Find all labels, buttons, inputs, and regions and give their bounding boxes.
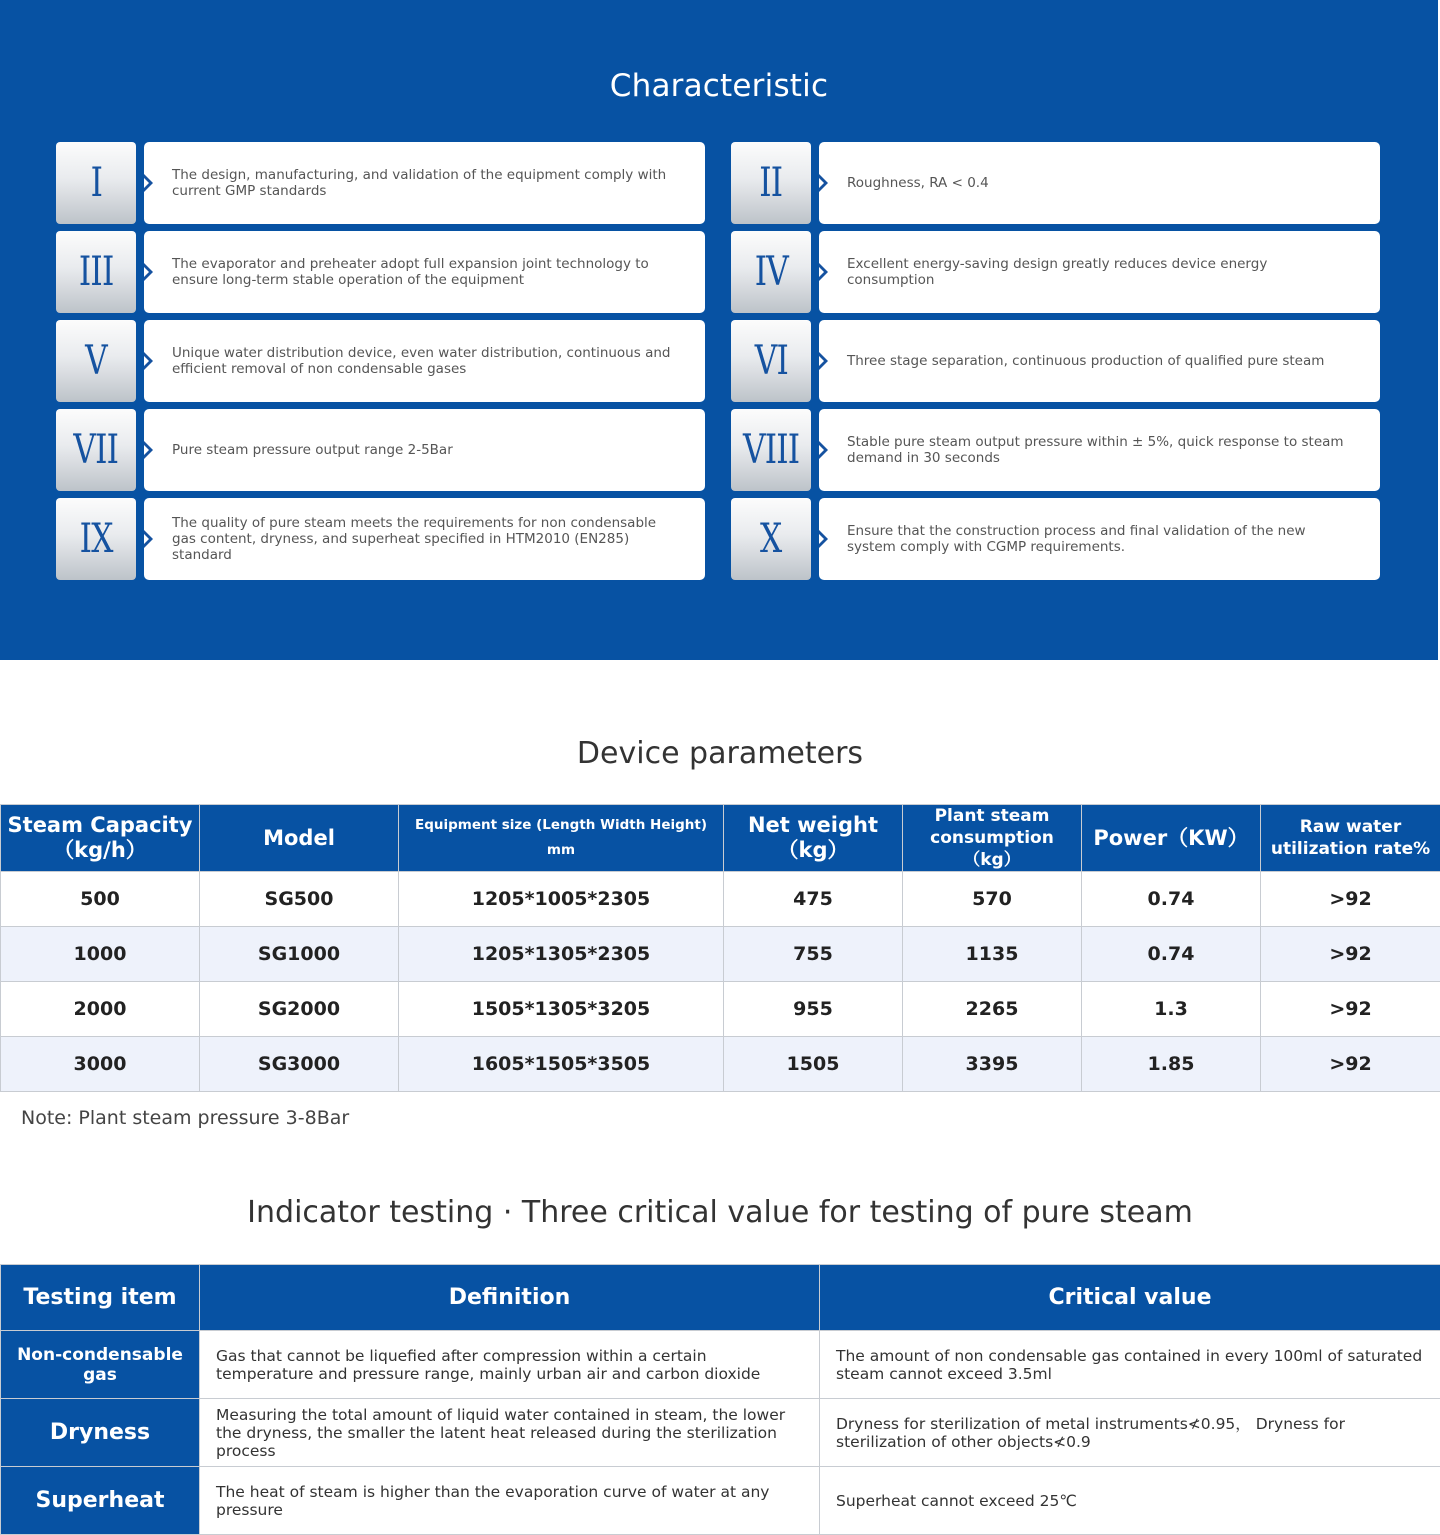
characteristic-text: The design, manufacturing, and validation of the equipment comply with current GMP standards [172, 167, 675, 199]
arrow-icon [144, 530, 153, 548]
arrow-icon [819, 174, 828, 192]
column-header: Model [200, 805, 399, 872]
table-header-row [1, 1265, 1440, 1331]
table-cell: >92 [1261, 872, 1440, 927]
table-cell: 570 [903, 872, 1082, 927]
characteristic-text-box [144, 320, 705, 402]
roman-numeral: X [760, 516, 781, 562]
characteristic-title: Characteristic [0, 68, 1438, 104]
table-cell: >92 [1261, 1037, 1440, 1092]
indicator-title: Indicator testing · Three critical value for testing of pure steam [0, 1195, 1440, 1230]
roman-numeral: III [79, 249, 114, 295]
table-cell: 2265 [903, 982, 1082, 1037]
column-header: Critical value [820, 1265, 1440, 1331]
characteristic-text-box [819, 409, 1380, 491]
table-cell: 1205*1005*2305 [399, 872, 724, 927]
roman-numeral-badge [56, 142, 136, 224]
table-cell: 2000 [1, 982, 200, 1037]
arrow-icon [144, 352, 153, 370]
characteristic-text: Unique water distribution device, even water distribution, continuous and efficient removal of non condensable gases [172, 345, 675, 377]
roman-numeral-badge [731, 142, 811, 224]
table-cell: 500 [1, 872, 200, 927]
characteristic-card [731, 498, 1381, 580]
characteristic-text-box [819, 231, 1380, 313]
roman-numeral-badge [731, 409, 811, 491]
characteristic-text: The evaporator and preheater adopt full expansion joint technology to ensure long-term stable operation of the equipment [172, 256, 675, 288]
table-cell: SG3000 [200, 1037, 399, 1092]
characteristic-section [0, 0, 1438, 660]
table-cell: 1.85 [1082, 1037, 1261, 1092]
roman-numeral-badge [731, 498, 811, 580]
characteristic-text-box [144, 142, 705, 224]
characteristic-text: Ensure that the construction process and final validation of the new system comply with CGMP requirements. [847, 523, 1350, 555]
table-row [1, 872, 1440, 927]
table-row [1, 927, 1440, 982]
roman-numeral: I [90, 160, 102, 206]
roman-numeral: VII [74, 427, 119, 473]
characteristic-card [731, 320, 1381, 402]
table-header-row [1, 805, 1440, 872]
characteristic-text: Roughness, RA < 0.4 [847, 175, 989, 191]
column-header: Steam Capacity （kg/h） [1, 805, 200, 872]
roman-numeral: V [85, 338, 107, 384]
critical-value-cell: Superheat cannot exceed 25℃ [820, 1467, 1440, 1535]
characteristic-card [731, 142, 1381, 224]
table-cell: 3395 [903, 1037, 1082, 1092]
characteristic-card [56, 320, 706, 402]
table-row [1, 1467, 1440, 1535]
characteristic-text-box [144, 409, 705, 491]
characteristic-text-box [144, 231, 705, 313]
characteristic-card [56, 498, 706, 580]
column-header: Equipment size (Length Width Height) mm [399, 805, 724, 872]
table-row [1, 1399, 1440, 1467]
roman-numeral: IX [80, 516, 113, 562]
roman-numeral-badge [731, 231, 811, 313]
parameters-title: Device parameters [0, 736, 1440, 771]
table-cell: 1205*1305*2305 [399, 927, 724, 982]
characteristic-text: The quality of pure steam meets the requirements for non condensable gas content, dryness, and superheat specified in HTM2010 (EN285) standard [172, 515, 675, 563]
critical-value-cell: The amount of non condensable gas contained in every 100ml of saturated steam cannot exceed 3.5ml [820, 1331, 1440, 1399]
table-cell: 1505 [724, 1037, 903, 1092]
table-cell: SG500 [200, 872, 399, 927]
characteristic-card [731, 409, 1381, 491]
table-cell: 1505*1305*3205 [399, 982, 724, 1037]
characteristic-card [56, 142, 706, 224]
roman-numeral-badge [56, 498, 136, 580]
testing-item-label: Dryness [1, 1399, 200, 1467]
arrow-icon [819, 530, 828, 548]
characteristic-text-box [819, 320, 1380, 402]
characteristic-card [56, 231, 706, 313]
table-cell: SG1000 [200, 927, 399, 982]
characteristic-text-box [144, 498, 705, 580]
table-cell: 0.74 [1082, 872, 1261, 927]
table-cell: 3000 [1, 1037, 200, 1092]
critical-value-cell: Dryness for sterilization of metal instruments≮0.95， Dryness for sterilization of other objects≮0.9 [820, 1399, 1440, 1467]
roman-numeral: VIII [743, 427, 799, 473]
characteristic-card [56, 409, 706, 491]
table-cell: 1.3 [1082, 982, 1261, 1037]
table-cell: 475 [724, 872, 903, 927]
characteristic-text: Three stage separation, continuous production of qualified pure steam [847, 353, 1324, 369]
column-header: Net weight（kg） [724, 805, 903, 872]
column-header: Raw water utilization rate% [1261, 805, 1440, 872]
roman-numeral-badge [56, 409, 136, 491]
roman-numeral-badge [56, 320, 136, 402]
arrow-icon [144, 263, 153, 281]
arrow-icon [144, 441, 153, 459]
characteristic-text: Stable pure steam output pressure within ± 5%, quick response to steam demand in 30 seconds [847, 434, 1350, 466]
characteristic-text-box [819, 498, 1380, 580]
table-cell: 1135 [903, 927, 1082, 982]
roman-numeral: VI [754, 338, 787, 384]
roman-numeral-badge [56, 231, 136, 313]
table-cell: >92 [1261, 927, 1440, 982]
characteristic-text: Pure steam pressure output range 2-5Bar [172, 442, 453, 458]
roman-numeral: IV [754, 249, 787, 295]
definition-cell: Gas that cannot be liquefied after compression within a certain temperature and pressure range, mainly urban air and carbon dioxide [200, 1331, 820, 1399]
table-row [1, 1037, 1440, 1092]
table-cell: SG2000 [200, 982, 399, 1037]
characteristic-text-box [819, 142, 1380, 224]
table-cell: 0.74 [1082, 927, 1261, 982]
arrow-icon [819, 441, 828, 459]
testing-item-label: Superheat [1, 1467, 200, 1535]
table-cell: 1605*1505*3505 [399, 1037, 724, 1092]
roman-numeral: II [759, 160, 782, 206]
table-cell: 755 [724, 927, 903, 982]
testing-item-label: Non-condensable gas [1, 1331, 200, 1399]
definition-cell: Measuring the total amount of liquid water contained in steam, the lower the dryness, the smaller the latent heat released during the sterilization process [200, 1399, 820, 1467]
table-row [1, 1331, 1440, 1399]
table-cell: 1000 [1, 927, 200, 982]
roman-numeral-badge [731, 320, 811, 402]
arrow-icon [144, 174, 153, 192]
table-cell: >92 [1261, 982, 1440, 1037]
indicator-table [0, 1264, 1440, 1535]
table-cell: 955 [724, 982, 903, 1037]
parameters-note: Note: Plant steam pressure 3-8Bar [21, 1107, 349, 1129]
arrow-icon [819, 263, 828, 281]
definition-cell: The heat of steam is higher than the evaporation curve of water at any pressure [200, 1467, 820, 1535]
column-header: Definition [200, 1265, 820, 1331]
characteristic-text: Excellent energy-saving design greatly reduces device energy consumption [847, 256, 1350, 288]
column-header: Testing item [1, 1265, 200, 1331]
characteristic-card [731, 231, 1381, 313]
arrow-icon [819, 352, 828, 370]
column-header: Plant steam consumption（kg） [903, 805, 1082, 872]
column-header: Power（KW） [1082, 805, 1261, 872]
table-row [1, 982, 1440, 1037]
parameters-table [0, 804, 1440, 1092]
